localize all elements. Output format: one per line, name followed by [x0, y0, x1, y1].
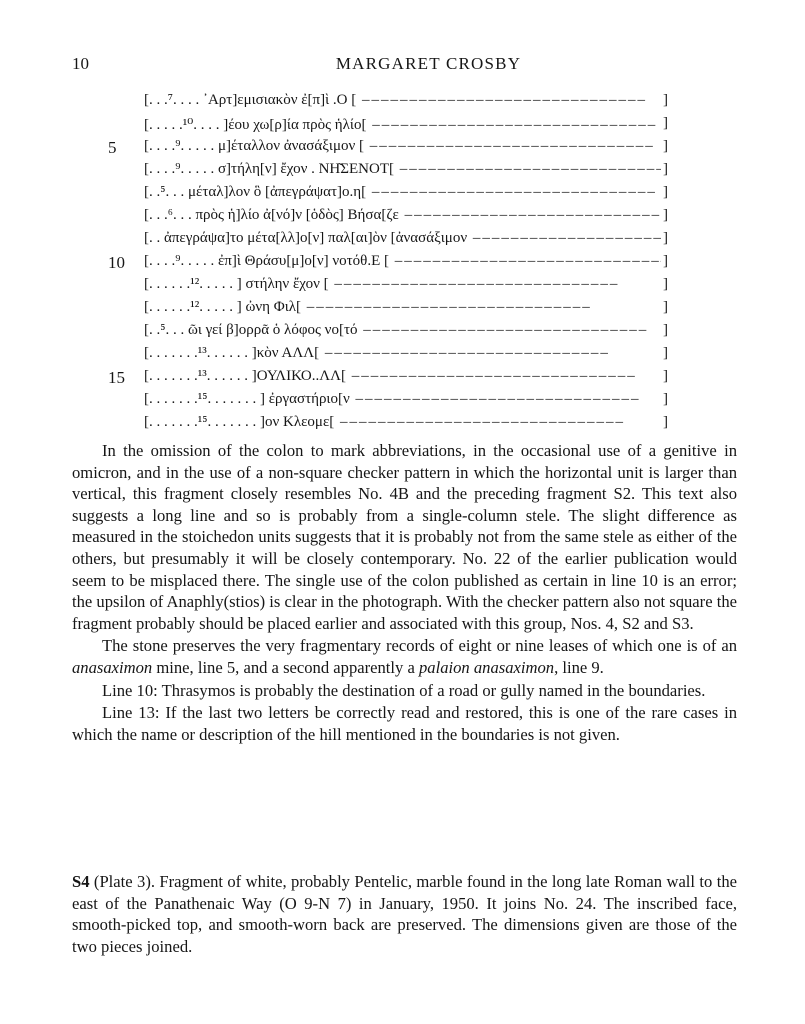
text-run: , line 9. — [554, 657, 604, 677]
page-number: 10 — [72, 54, 89, 73]
inscription-line — [108, 367, 668, 390]
inscription-line — [108, 91, 668, 114]
right-bracket: ] — [663, 115, 668, 131]
page-header — [72, 54, 745, 78]
right-bracket: ] — [663, 92, 668, 108]
line-text: [. . . . . .¹². . . . . ] στήλην ἔχον [ ––––– — [144, 276, 668, 293]
line-text: [. . . . . . .¹³. . . . . . ]κὸν ΑΛΛ[ ––––– — [144, 345, 668, 362]
right-bracket: ] — [663, 230, 668, 246]
line-text: [. . . . . . .¹³. . . . . . ]ΟΥΛΙΚΟ..ΛΛ[ ––––– — [144, 368, 668, 385]
right-bracket: ] — [663, 414, 668, 430]
inscription-line — [108, 206, 668, 229]
italic-term: palaion anasaximon — [419, 657, 555, 677]
italic-term: anasaximon — [72, 657, 153, 677]
text-run: mine, line 5, and a second apparently a — [152, 657, 419, 677]
entry-text: (Plate 3). Fragment of white, probably Pentelic, marble found in the long late Roman wall to the east of the Panathenaic Way (O 9-N 7) in January, 1950. It joins No. 24. The inscribed face, smooth-picked top, and smooth-worn back are preserved. The dimensions given are those of the two pieces joined. — [72, 872, 737, 956]
line-text: [. . . .⁹. . . . . σ]τήλη[ν] ἔχον . ΝΗ͂ΣΕΝΟΤ[ ––––– — [144, 161, 668, 178]
inscription-line — [108, 413, 668, 436]
inscription-text — [108, 91, 668, 436]
paragraph: Line 13: If the last two letters be correctly read and restored, this is one of the rare cases in which the name or description of the hill mentioned in the boundaries is not given. — [72, 703, 737, 744]
line-text: [. . . . .¹⁰. . . . ]έου χω[ρ]ία πρὸς ἡλίο[ ––––– — [144, 115, 668, 134]
right-bracket: ] — [663, 207, 668, 223]
commentary — [72, 440, 737, 746]
right-bracket: ] — [663, 391, 668, 407]
inscription-line — [108, 252, 668, 275]
right-bracket: ] — [663, 322, 668, 338]
right-bracket: ] — [663, 345, 668, 361]
running-head: MARGARET CROSBY — [335, 54, 522, 73]
line-text: [. . .⁷. . . . ᾿Αρτ]εμισιακὸν ἐ[π]ὶ .Ο [ ––––– — [144, 92, 668, 109]
right-bracket: ] — [663, 161, 668, 177]
inscription-line — [108, 321, 668, 344]
inscription-line — [108, 183, 668, 206]
line-text: [. . . . . .¹². . . . . ] ὠνη Φιλ[ ––––– — [144, 299, 668, 316]
right-bracket: ] — [663, 184, 668, 200]
inscription-line — [108, 275, 668, 298]
entry-label: S4 — [72, 872, 90, 891]
right-bracket: ] — [663, 138, 668, 154]
line-text: [. . . . . . .¹⁵. . . . . . . ] ἐργαστήριο[ν ––––– — [144, 391, 668, 408]
line-number: 15 — [108, 368, 125, 387]
right-bracket: ] — [663, 368, 668, 384]
catalog-entry — [72, 871, 737, 957]
inscription-line — [108, 114, 668, 137]
line-text: [. .⁵. . . μέταλ]λον ὃ [ἀπεγράψατ]ο.η[ ––––– — [144, 184, 668, 201]
line-number: 10 — [108, 253, 125, 272]
right-bracket: ] — [663, 299, 668, 315]
paragraph: Line 10: Thrasymos is probably the destination of a road or gully named in the boundaries. — [102, 680, 706, 700]
paragraph: In the omission of the colon to mark abbreviations, in the occasional use of a genitive in omicron, and in the use of a non-square checker pattern in which the horizontal unit is larger than vertical, this fragment closely resembles No. 4B and the preceding fragment S2. This text also suggests a long line and so is probably from a single-column stele. The slight difference as measured in the stoichedon units suggests that it is probably not from the same stele as either of the others, but presumably it will be closely contemporary. No. 22 of the earlier publication would seem to be misplaced there. The single use of the colon published as certain in line 10 is an error; the upsilon of Anaphly(stios) is clear in the photograph. With the checker pattern also not square the fragment probably should be placed earlier and associated with this group, Nos. 4, S2 and S3. — [72, 441, 737, 633]
text-run: The stone preserves the very fragmentary records of eight or nine leases of which one is of an — [102, 636, 737, 656]
line-text: [. . . .⁹. . . . . ἐπ]ὶ Θράσυ[μ]ο[ν] νοτόθ.Ε [ ––––– — [144, 253, 668, 270]
inscription-line — [108, 298, 668, 321]
right-bracket: ] — [663, 276, 668, 292]
inscription-line — [108, 229, 668, 252]
entry-paragraph — [72, 871, 737, 957]
line-text: [. . . .⁹. . . . . μ]έταλλον ἀνασάξιμον [ ––––– — [144, 138, 668, 155]
line-text: [. . .⁶. . . πρὸς ἡ]λίο ἀ[νό]ν [ὁδὸς] Βήσα[ζε ––––– — [144, 207, 668, 224]
right-bracket: ] — [663, 253, 668, 269]
paragraph — [72, 635, 737, 678]
line-text: [. .⁵. . . ῶι γεί β]ορρᾶ ὁ λόφος νο[τό ––––– — [144, 322, 668, 339]
inscription-line — [108, 344, 668, 367]
inscription-line — [108, 390, 668, 413]
line-text: [. . ἀπεγράψα]το μέτα[λλ]ο[ν] παλ[αι]ὸν [ἀνασάξιμον ––––– — [144, 230, 668, 247]
line-text: [. . . . . . .¹⁵. . . . . . . ]ον Κλεομε[ ––––– — [144, 414, 668, 431]
line-number: 5 — [108, 138, 117, 157]
inscription-line — [108, 160, 668, 183]
inscription-line — [108, 137, 668, 160]
